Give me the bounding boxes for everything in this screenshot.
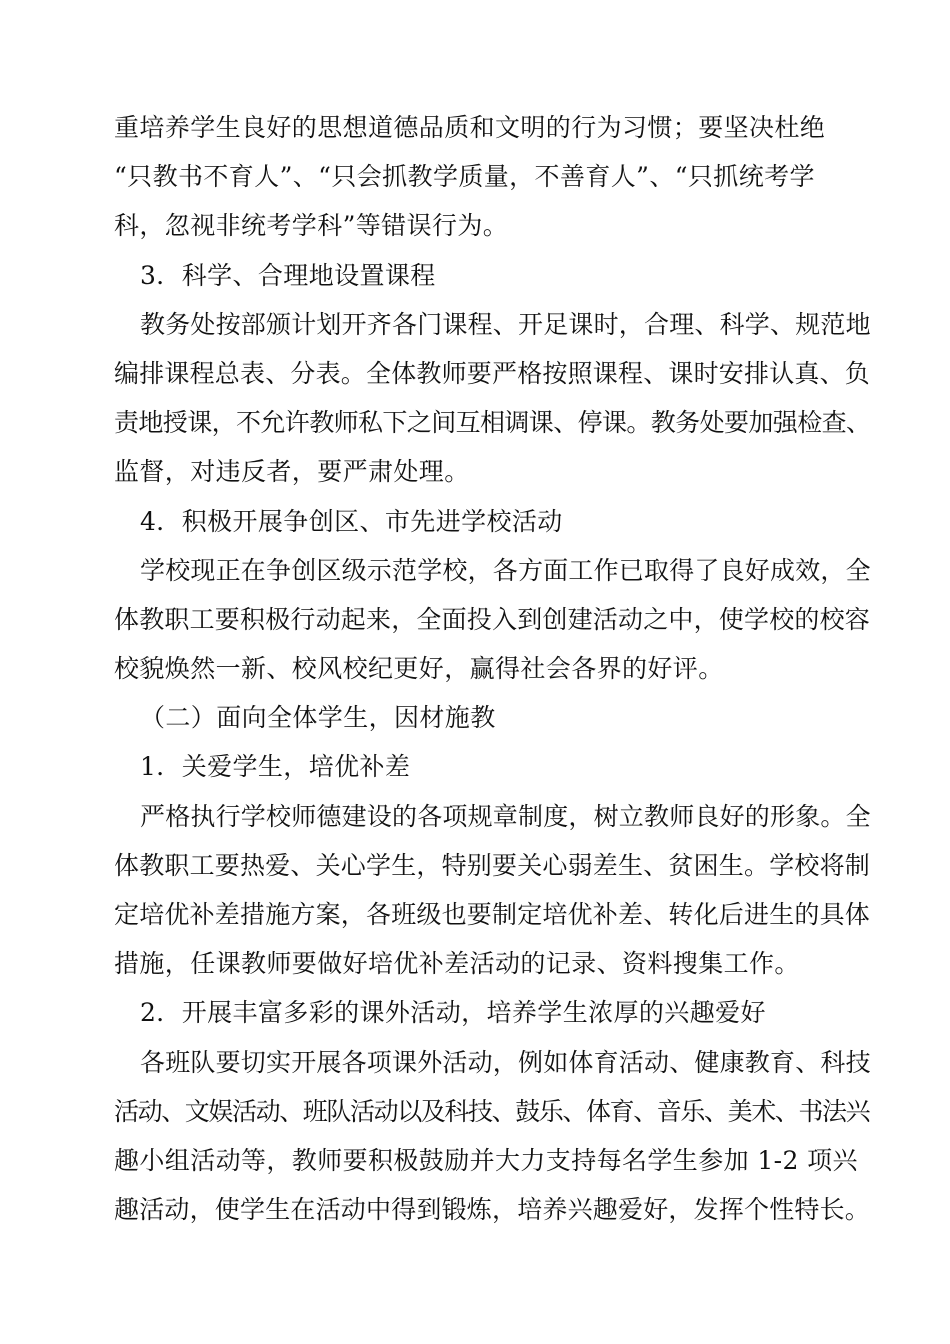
paragraph-line: 责地授课，不允许教师私下之间互相调课、停课。教务处要加强检查、 (114, 408, 871, 438)
paragraph-line: 趣活动，使学生在活动中得到锻炼，培养兴趣爱好，发挥个性特长。 (114, 1195, 871, 1225)
paragraph-line: 趣小组活动等，教师要积极鼓励并大力支持每名学生参加 1-2 项兴 (114, 1145, 858, 1175)
paragraph-line: 学校现正在争创区级示范学校，各方面工作已取得了良好成效，全 (140, 555, 871, 585)
paragraph-line: 严格执行学校师德建设的各项规章制度，树立教师良好的形象。全 (140, 801, 871, 831)
paragraph-line: 监督，对违反者，要严肃处理。 (114, 457, 470, 487)
paragraph-line: 重培养学生良好的思想道德品质和文明的行为习惯；要坚决杜绝 (114, 113, 826, 142)
paragraph-line: 教务处按部颁计划开齐各门课程、开足课时，合理、科学、规范地 (140, 309, 871, 339)
section-heading: 4．积极开展争创区、市先进学校活动 (140, 506, 563, 536)
paragraph-line: 定培优补差措施方案，各班级也要制定培优补差、转化后进生的具体 (114, 900, 871, 929)
section-heading: 1．关爱学生，培优补差 (140, 752, 411, 782)
paragraph-line: “只教书不育人”、“只会抓教学质量，不善育人”、“只抓统考学 (114, 162, 815, 192)
paragraph-line: 编排课程总表、分表。全体教师要严格按照课程、课时安排认真、负 (114, 358, 871, 388)
section-heading: （二）面向全体学生，因材施教 (140, 703, 496, 733)
paragraph-line: 措施，任课教师要做好培优补差活动的记录、资料搜集工作。 (114, 949, 800, 979)
paragraph-line: 体教职工要积极行动起来，全面投入到创建活动之中，使学校的校容 (114, 604, 871, 634)
section-heading: 3．科学、合理地设置课程 (140, 260, 436, 290)
document-body (114, 103, 872, 1234)
paragraph-line: 活动、文娱活动、班队活动以及科技、鼓乐、体育、音乐、美术、书法兴 (114, 1096, 870, 1126)
paragraph-line: 各班队要切实开展各项课外活动，例如体育活动、健康教育、科技 (140, 1047, 871, 1077)
paragraph-line: 科，忽视非统考学科”等错误行为。 (114, 211, 509, 241)
paragraph-line: 体教职工要热爱、关心学生，特别要关心弱差生、贫困生。学校将制 (114, 850, 871, 880)
section-heading: 2．开展丰富多彩的课外活动，培养学生浓厚的兴趣爱好 (140, 998, 766, 1028)
paragraph-line: 校貌焕然一新、校风校纪更好，赢得社会各界的好评。 (114, 654, 724, 684)
